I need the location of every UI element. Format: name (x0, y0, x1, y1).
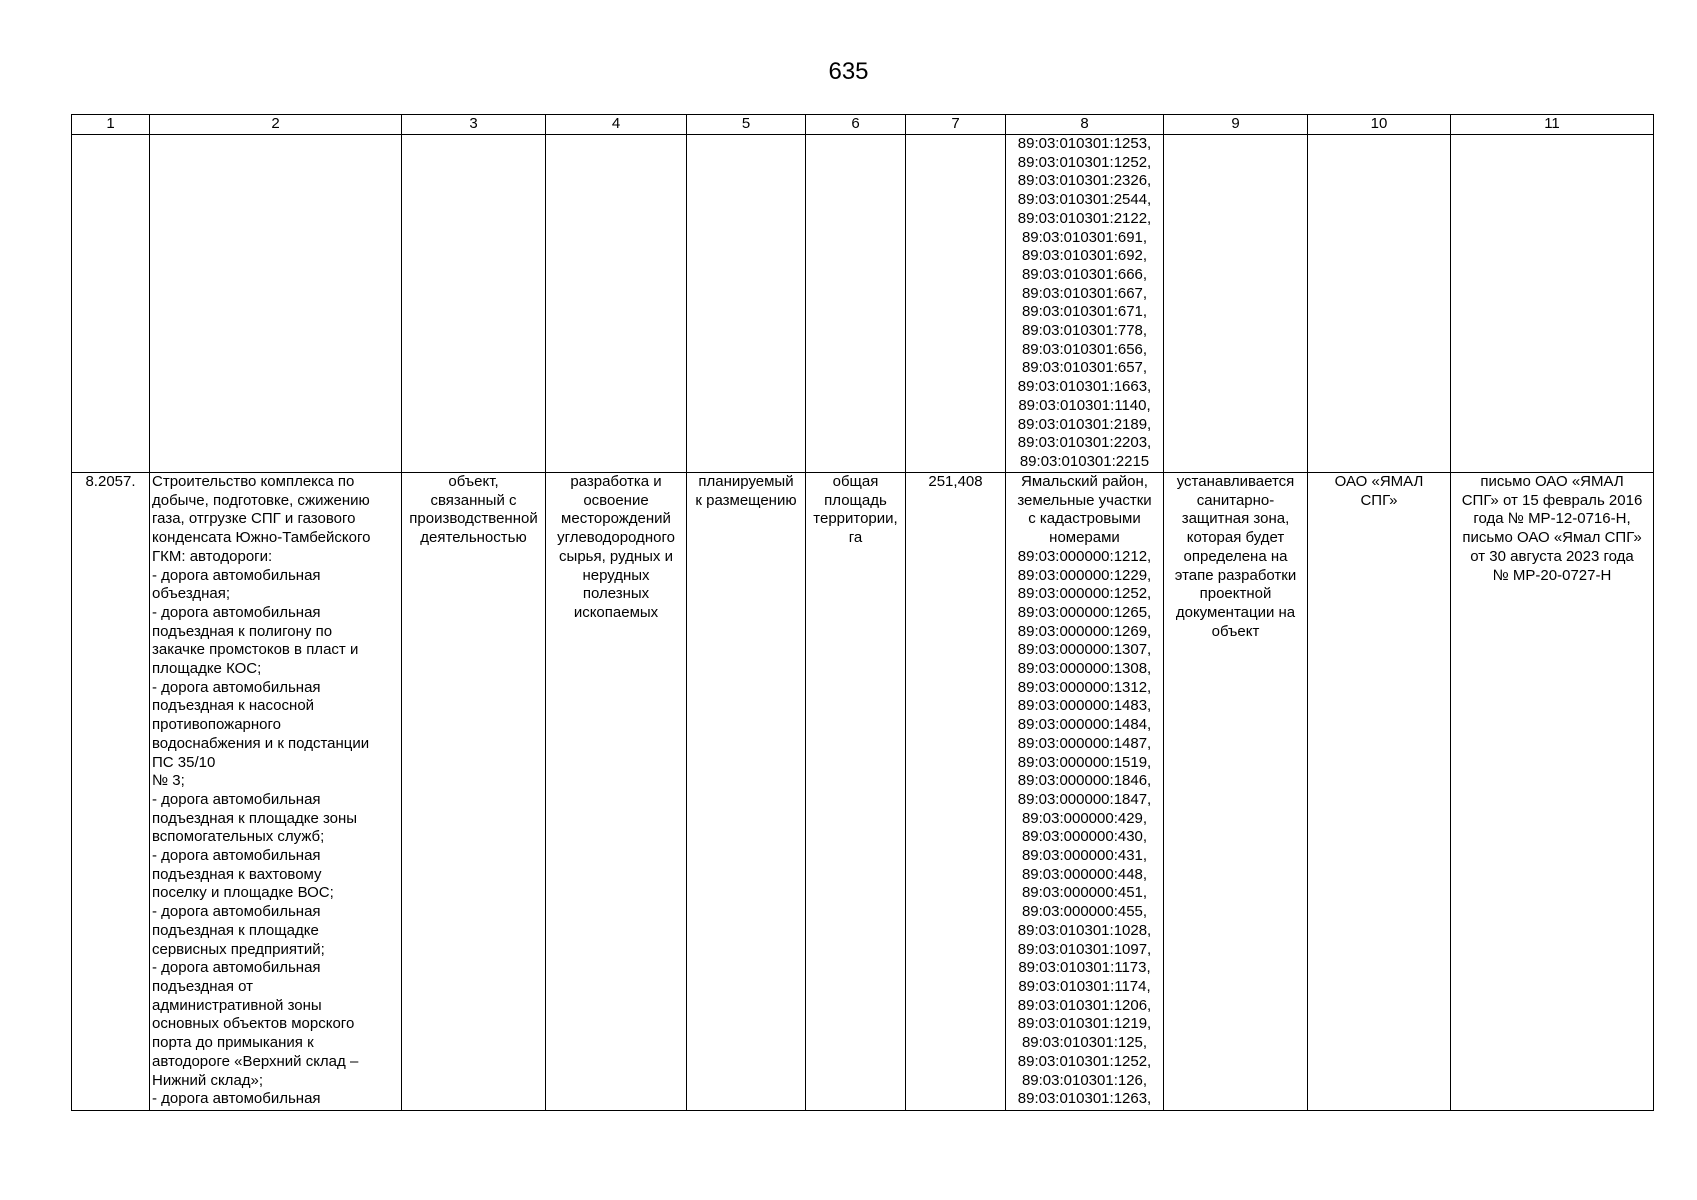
text-line: вспомогательных служб; (152, 828, 325, 846)
text-line: подъездная к вахтовому (152, 865, 322, 883)
text-line: подъездная к полигону по (152, 622, 333, 640)
text-line: 89:03:000000:1519, (1017, 753, 1152, 771)
text-line: 89:03:010301:1097, (1017, 940, 1152, 958)
text-line: - дорога автомобильная (152, 678, 321, 696)
text-line: 89:03:000000:451, (1021, 884, 1148, 902)
text-line: Нижний склад»; (152, 1071, 264, 1089)
text-line: 89:03:000000:1307, (1017, 641, 1152, 659)
column-number-header-row (72, 115, 1654, 135)
text-line: - дорога автомобильная (152, 847, 321, 865)
purpose-cell (546, 473, 687, 1111)
text-line: к размещению (695, 491, 797, 509)
text-line: углеводородного (557, 529, 675, 547)
status-cell (687, 473, 806, 1111)
text-line: нерудных (582, 566, 650, 584)
column-header: 6 (806, 115, 906, 135)
table-cell (906, 135, 1006, 473)
table-cell (1308, 135, 1451, 473)
organization-cell (1308, 473, 1451, 1111)
text-line: 89:03:000000:1312, (1017, 678, 1152, 696)
text-line: 89:03:010301:1028, (1017, 921, 1152, 939)
text-line: территории, (813, 510, 898, 528)
continuation-row (72, 135, 1654, 473)
text-line: 89:03:010301:2326, (1017, 172, 1152, 190)
value-cell: 251,408 (906, 473, 1006, 1111)
text-line: 89:03:010301:2544, (1017, 191, 1152, 209)
text-line: 89:03:010301:1252, (1017, 1052, 1152, 1070)
text-line: 89:03:000000:448, (1021, 865, 1148, 883)
column-header: 1 (72, 115, 150, 135)
text-line: площадь (824, 491, 887, 509)
text-line: ОАО «ЯМАЛ (1334, 473, 1424, 490)
text-line: 89:03:010301:125, (1021, 1034, 1148, 1052)
column-header: 4 (546, 115, 687, 135)
text-line: противопожарного (152, 716, 281, 734)
text-line: 89:03:010301:1174, (1018, 977, 1151, 995)
text-line: санитарно- (1196, 491, 1275, 509)
text-line: 89:03:000000:1252, (1017, 585, 1152, 603)
text-line: - дорога автомобильная (152, 566, 321, 584)
text-line: 89:03:000000:455, (1021, 903, 1148, 921)
text-line: устанавливается (1176, 473, 1295, 490)
table-cell (806, 135, 906, 473)
column-header: 9 (1164, 115, 1308, 135)
text-line: - дорога автомобильная (152, 903, 321, 921)
text-line: - дорога автомобильная (152, 603, 321, 621)
table-cell (402, 135, 546, 473)
text-line: 89:03:010301:1263, (1017, 1090, 1152, 1108)
text-line: 89:03:010301:1663, (1017, 378, 1152, 396)
text-line: 89:03:010301:656, (1021, 340, 1148, 358)
text-line: письмо ОАО «ЯМАЛ (1480, 473, 1624, 490)
table-row (72, 473, 1654, 1111)
text-line: подъездная к площадке (152, 921, 319, 939)
text-line: СПГ» от 15 февраль 2016 (1461, 491, 1643, 509)
cadastral-numbers-list (1008, 548, 1161, 1109)
text-line: площадке КОС; (152, 660, 262, 678)
text-line: сырья, рудных и (559, 547, 673, 565)
column-header: 7 (906, 115, 1006, 135)
text-line: закачке промстоков в пласт и (152, 641, 359, 659)
text-line: планируемый (698, 473, 794, 490)
text-line: СПГ» (1360, 491, 1398, 509)
column-header: 2 (150, 115, 402, 135)
text-line: Строительство комплекса по (152, 473, 355, 490)
text-line: документации на (1175, 603, 1296, 621)
column-header: 8 (1006, 115, 1164, 135)
text-line: Ямальский район, (1021, 473, 1148, 490)
text-line: месторождений (561, 510, 671, 528)
text-line: 89:03:010301:657, (1021, 359, 1148, 377)
text-line: 89:03:000000:1308, (1017, 660, 1152, 678)
text-line: подъездная от (152, 977, 254, 995)
text-line: объездная; (152, 585, 231, 603)
text-line: 89:03:010301:667, (1021, 284, 1148, 302)
text-line: 89:03:000000:1483, (1017, 697, 1152, 715)
text-line: 89:03:000000:431, (1021, 847, 1148, 865)
cadastral-numbers-cell (1006, 135, 1164, 473)
text-line: 89:03:010301:1252, (1017, 153, 1152, 171)
text-line: 89:03:000000:429, (1021, 809, 1148, 827)
row-number-cell: 8.2057. (72, 473, 150, 1111)
text-line: автодороге «Верхний склад – (152, 1052, 359, 1070)
text-line: связанный с (430, 491, 517, 509)
text-line: 89:03:000000:1212, (1017, 547, 1152, 565)
text-line: от 30 августа 2023 года (1470, 547, 1634, 565)
text-line: основных объектов морского (152, 1015, 355, 1033)
text-line: проектной (1199, 585, 1272, 603)
text-line: порта до примыкания к (152, 1034, 314, 1052)
text-line: 89:03:000000:1484, (1017, 716, 1152, 734)
table-cell (546, 135, 687, 473)
text-line: 89:03:010301:2122, (1017, 209, 1152, 227)
text-line: - дорога автомобильная (152, 1090, 321, 1108)
text-line: 89:03:010301:1219, (1017, 1015, 1152, 1033)
text-line: ископаемых (573, 603, 659, 621)
zone-cell (1164, 473, 1308, 1111)
table-cell (1451, 135, 1654, 473)
text-line: 89:03:000000:430, (1021, 828, 1148, 846)
text-line: поселку и площадке ВОС; (152, 884, 334, 902)
text-line: номерами (1049, 529, 1120, 547)
text-line: водоснабжения и к подстанции (152, 734, 370, 752)
text-line: с кадастровыми (1028, 510, 1141, 528)
text-line: деятельностью (420, 529, 527, 547)
text-line: полезных (582, 585, 650, 603)
text-line: газа, отгрузке СПГ и газового (152, 510, 356, 528)
text-line: га (848, 529, 863, 547)
text-line: 89:03:010301:1140, (1018, 396, 1151, 414)
text-line: 89:03:010301:1173, (1018, 959, 1151, 977)
object-type-cell (402, 473, 546, 1111)
text-line: 89:03:000000:1847, (1017, 790, 1152, 808)
text-line: 89:03:010301:2215 (1019, 452, 1150, 470)
text-line: сервисных предприятий; (152, 940, 325, 958)
text-line: подъездная к насосной (152, 697, 315, 715)
text-line: определена на (1183, 547, 1288, 565)
table-cell (150, 135, 402, 473)
text-line: 89:03:000000:1487, (1017, 734, 1152, 752)
text-line: 89:03:010301:1206, (1017, 996, 1152, 1014)
text-line: - дорога автомобильная (152, 959, 321, 977)
text-line: ПС 35/10 (152, 753, 216, 771)
text-line: этапе разработки (1174, 566, 1297, 584)
text-line: 89:03:010301:671, (1021, 303, 1148, 321)
text-line: 89:03:000000:1269, (1017, 622, 1152, 640)
text-line: объект (1211, 622, 1260, 640)
text-line: 89:03:010301:2203, (1017, 434, 1152, 452)
text-line: 89:03:000000:1846, (1017, 772, 1152, 790)
table-cell (687, 135, 806, 473)
text-line: 89:03:010301:126, (1021, 1071, 1148, 1089)
text-line: земельные участки (1017, 491, 1152, 509)
text-line: объект, (448, 473, 499, 490)
text-line: 89:03:000000:1265, (1017, 603, 1152, 621)
table-cell (1164, 135, 1308, 473)
text-line: 89:03:010301:778, (1021, 322, 1148, 340)
text-line: - дорога автомобильная (152, 790, 321, 808)
page-number: 635 (828, 58, 869, 85)
location-cell (1006, 473, 1164, 1111)
text-line: конденсата Южно-Тамбейского (152, 529, 371, 547)
text-line: 89:03:010301:666, (1021, 265, 1148, 283)
text-line: которая будет (1186, 529, 1285, 547)
text-line: 89:03:010301:692, (1021, 247, 1148, 265)
location-text (1008, 473, 1161, 548)
text-line: производственной (409, 510, 538, 528)
text-line: 89:03:010301:1253, (1017, 135, 1152, 152)
text-line: добыче, подготовке, сжижению (152, 491, 370, 509)
basis-document-cell (1451, 473, 1654, 1111)
text-line: подъездная к площадке зоны (152, 809, 358, 827)
text-line: освоение (583, 491, 649, 509)
text-line: письмо ОАО «Ямал СПГ» (1462, 529, 1642, 547)
text-line: разработка и (570, 473, 662, 490)
column-header: 10 (1308, 115, 1451, 135)
table-cell (72, 135, 150, 473)
text-line: года № МР-12-0716-Н, (1473, 510, 1631, 528)
text-line: № 3; (152, 772, 185, 790)
registry-table (71, 114, 1654, 1111)
column-header: 3 (402, 115, 546, 135)
characteristic-cell (806, 473, 906, 1111)
text-line: 89:03:010301:691, (1021, 228, 1148, 246)
text-line: 89:03:000000:1229, (1017, 566, 1152, 584)
column-header: 5 (687, 115, 806, 135)
text-line: 89:03:010301:2189, (1017, 415, 1152, 433)
object-name-cell (150, 473, 402, 1111)
text-line: административной зоны (152, 996, 322, 1014)
column-header: 11 (1451, 115, 1654, 135)
text-line: № МР-20-0727-Н (1492, 566, 1612, 584)
text-line: защитная зона, (1181, 510, 1290, 528)
text-line: ГКМ: автодороги: (152, 547, 273, 565)
text-line: общая (832, 473, 879, 490)
